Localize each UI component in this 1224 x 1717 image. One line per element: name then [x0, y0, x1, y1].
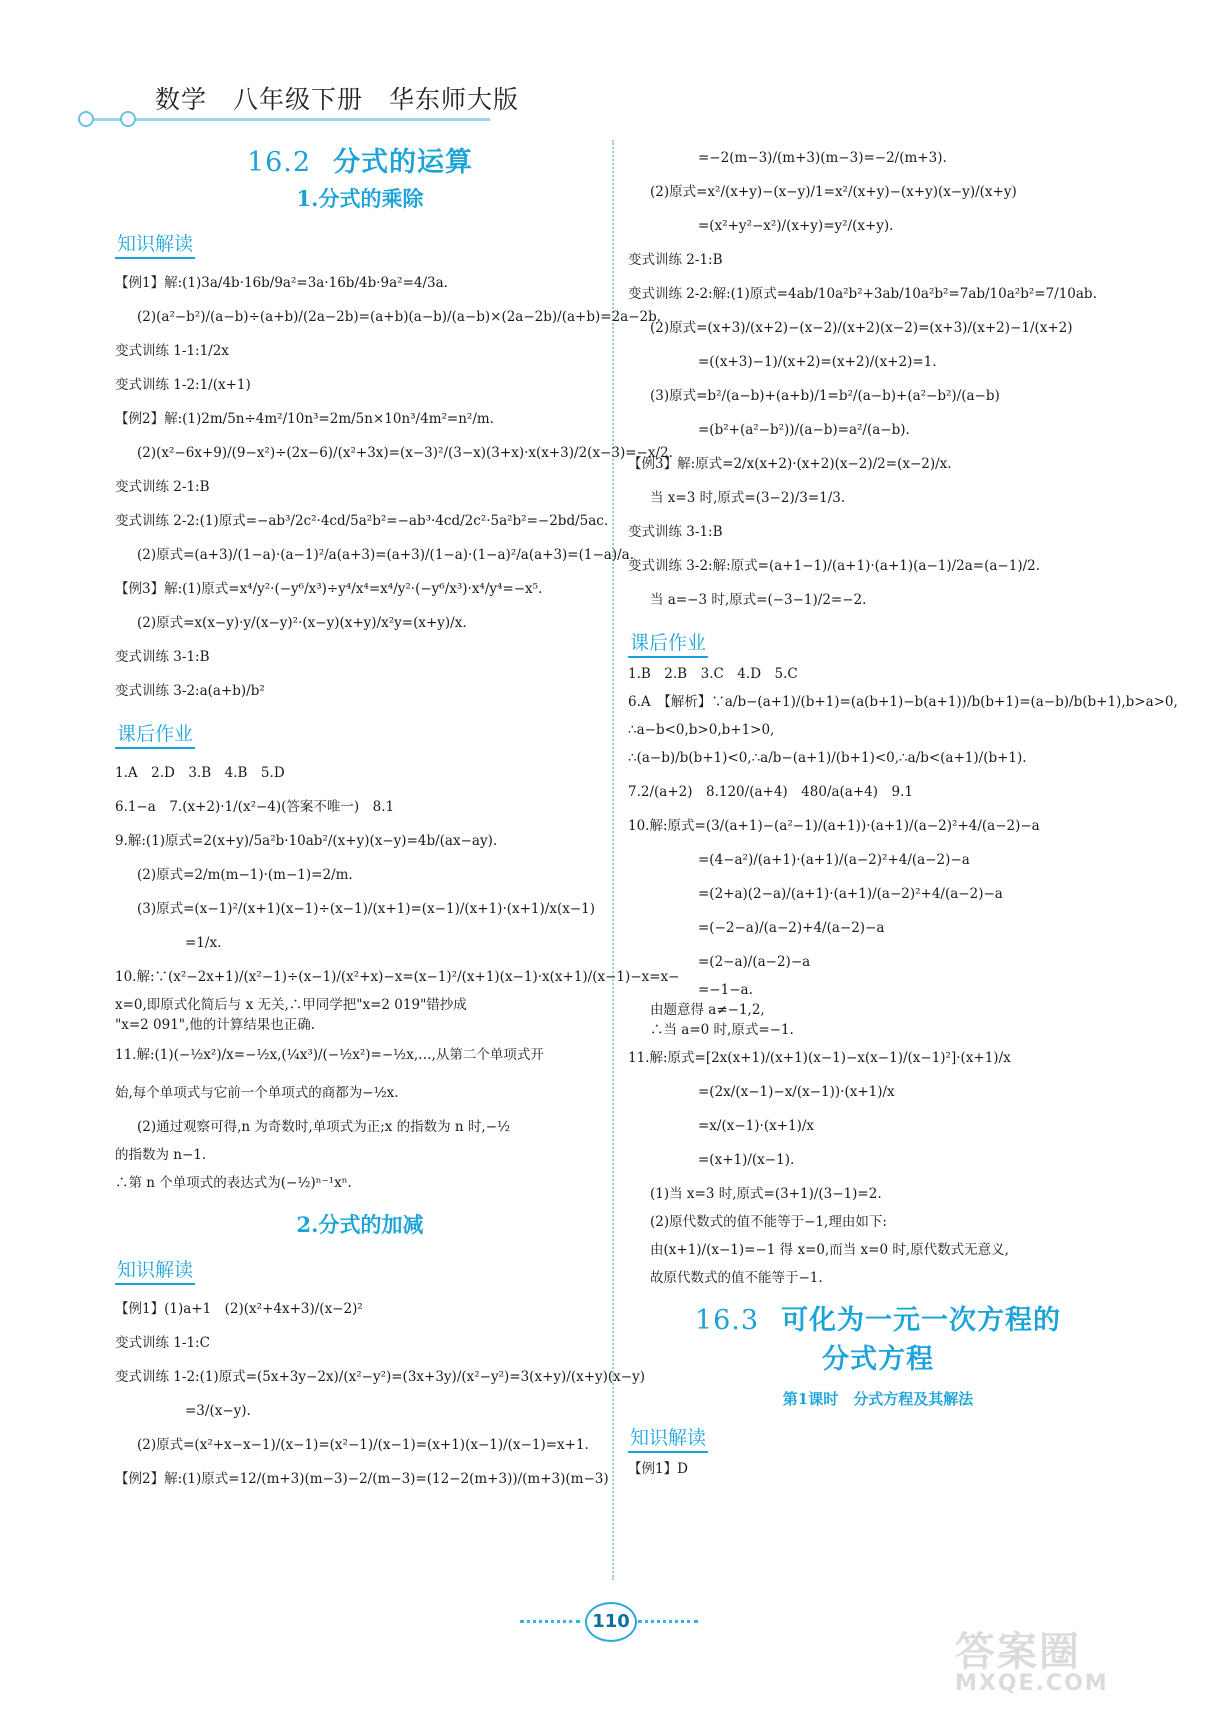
right-column — [628, 140, 1178, 1479]
answer-line: (2)原式=(x+3)/(x+2)−(x−2)/(x+2)(x−2)=(x+3)/(x+2)−1/(x+2) — [650, 320, 1073, 336]
answer-line: =1/x. — [185, 935, 222, 951]
answer-line: (2)通过观察可得,n 为奇数时,单项式为正;x 的指数为 n 时,−½ — [137, 1119, 511, 1135]
section-title: 可化为一元一次方程的 — [781, 1305, 1062, 1336]
answer-line: =(2+a)(2−a)/(a+1)·(a+1)/(a−2)²+4/(a−2)−a — [698, 886, 1003, 902]
answer-line: 变式训练 2-1:B — [628, 252, 723, 268]
answer-line: 变式训练 3-1:B — [115, 649, 210, 665]
watermark-text: 答案圈 — [955, 1629, 1081, 1675]
header-dot-icon — [78, 111, 94, 127]
header-dot-icon — [120, 111, 136, 127]
answer-line: 变式训练 2-1:B — [115, 479, 210, 495]
answer-line: 故原代数式的值不能等于−1. — [650, 1270, 823, 1286]
answer-line: 6.A 【解析】∵a/b−(a+1)/(b+1)=(a(b+1)−b(a+1))/b(b+1)=(a−b)/b(b+1),b>a>0, — [628, 694, 1178, 710]
answer-line: x=0,即原式化简后与 x 无关,∴甲同学把"x=2 019"错抄成 — [115, 997, 467, 1013]
answer-line: 变式训练 1-2:1/(x+1) — [115, 377, 251, 393]
answer-line: 由(x+1)/(x−1)=−1 得 x=0,而当 x=0 时,原代数式无意义, — [650, 1242, 1009, 1258]
subheading-multiply-divide: 1.分式的乘除 — [296, 186, 424, 211]
answer-line: 当 x=3 时,原式=(3−2)/3=1/3. — [650, 490, 846, 506]
answer-line: (2)原式=x²/(x+y)−(x−y)/1=x²/(x+y)−(x+y)(x−y)/(x+y) — [650, 184, 1017, 200]
section-label: 知识解读 — [628, 1423, 708, 1453]
answer-line: ∴当 a=0 时,原式=−1. — [650, 1022, 794, 1038]
answer-line: (2)原式=2/m(m−1)·(m−1)=2/m. — [137, 867, 353, 883]
watermark-logo — [955, 1620, 1215, 1710]
section-number: 16.3 — [694, 1305, 760, 1336]
answer-line: (1)当 x=3 时,原式=(3+1)/(3−1)=2. — [650, 1186, 882, 1202]
answer-line: =(2x/(x−1)−x/(x−1))·(x+1)/x — [698, 1084, 895, 1100]
answer-line: 变式训练 3-2:解:原式=(a+1−1)/(a+1)·(a+1)(a−1)/2a=(a−1)/2. — [628, 558, 1041, 574]
answer-line: (3)原式=(x−1)²/(x+1)(x−1)÷(x−1)/(x+1)=(x−1)/(x+1)·(x+1)/x(x−1) — [137, 901, 595, 917]
answer-line: 10.解:原式=(3/(a+1)−(a²−1)/(a+1))·(a+1)/(a−2)²+4/(a−2)−a — [628, 818, 1040, 834]
answer-line: 10.解:∵(x²−2x+1)/(x²−1)÷(x−1)/(x²+x)−x=(x−1)²/(x+1)(x−1)·x(x+1)/(x−1)−x=x− — [115, 969, 680, 985]
page-header — [0, 0, 1224, 140]
answer-line: 9.解:(1)原式=2(x+y)/5a²b·10ab²/(x+y)(x−y)=4b/(ax−ay). — [115, 833, 498, 849]
section-title: 分式的运算 — [333, 147, 474, 178]
page-number-badge — [520, 1600, 700, 1644]
answer-line: =(2−a)/(a−2)−a — [698, 954, 811, 970]
answer-line: =(b²+(a²−b²))/(a−b)=a²/(a−b). — [698, 422, 910, 438]
answer-line: "x=2 091",他的计算结果也正确. — [115, 1017, 316, 1033]
answer-line: =−1−a. — [698, 982, 753, 998]
answer-line: 变式训练 1-1:1/2x — [115, 343, 229, 359]
answer-line: (2)(a²−b²)/(a−b)÷(a+b)/(2a−2b)=(a+b)(a−b)/(a−b)×(2a−2b)/(a+b)=2a−2b. — [137, 309, 662, 325]
section-label: 知识解读 — [115, 1255, 195, 1285]
answer-line: =−2(m−3)/(m+3)(m−3)=−2/(m+3). — [698, 150, 947, 166]
section-label: 课后作业 — [115, 719, 195, 749]
answer-line: 始,每个单项式与它前一个单项式的商都为−½x. — [115, 1085, 399, 1101]
answer-line: 【例3】解:原式=2/x(x+2)·(x+2)(x−2)/2=(x−2)/x. — [628, 456, 952, 472]
section-label: 课后作业 — [628, 628, 708, 658]
answer-line: 变式训练 3-2:a(a+b)/b² — [115, 683, 265, 699]
answer-line: ∴a−b<0,b>0,b+1>0, — [628, 722, 775, 738]
lesson-title: 第1课时 分式方程及其解法 — [782, 1390, 974, 1408]
answer-line: =((x+3)−1)/(x+2)=(x+2)/(x+2)=1. — [698, 354, 937, 370]
answer-line: =(−2−a)/(a−2)+4/(a−2)−a — [698, 920, 885, 936]
section-heading-16-3-line2: 分式方程 — [822, 1344, 934, 1375]
answer-line: =x/(x−1)·(x+1)/x — [698, 1118, 815, 1134]
answer-line: ∴(a−b)/b(b+1)<0,∴a/b−(a+1)/(b+1)<0,∴a/b<(a+1)/(b+1). — [628, 750, 1027, 766]
answer-line: =(x+1)/(x−1). — [698, 1152, 795, 1168]
answer-line: =(x²+y²−x²)/(x+y)=y²/(x+y). — [698, 218, 894, 234]
dotted-rule — [520, 1620, 580, 1623]
answer-line: 【例3】解:(1)原式=x⁴/y²·(−y⁶/x³)÷y⁴/x⁴=x⁴/y²·(−y⁶/x³)·x⁴/y⁴=−x⁵. — [115, 581, 543, 597]
answer-line: 7.2/(a+2) 8.120/(a+4) 480/a(a+4) 9.1 — [628, 784, 913, 800]
answer-line: (3)原式=b²/(a−b)+(a+b)/1=b²/(a−b)+(a²−b²)/(a−b) — [650, 388, 1000, 404]
answer-line: 变式训练 3-1:B — [628, 524, 723, 540]
answer-line: 由题意得 a≠−1,2, — [650, 1002, 765, 1018]
answer-line: 变式训练 1-1:C — [115, 1335, 210, 1351]
page-number: 110 — [585, 1602, 637, 1642]
answer-line: 变式训练 1-2:(1)原式=(5x+3y−2x)/(x²−y²)=(3x+3y)/(x²−y²)=3(x+y)/(x+y)(x−y) — [115, 1369, 645, 1385]
answer-line: 【例1】解:(1)3a/4b·16b/9a²=3a·16b/4b·9a²=4/3a. — [115, 275, 448, 291]
answer-line: 【例1】D — [628, 1461, 688, 1477]
answer-line: 6.1−a 7.(x+2)·1/(x²−4)(答案不唯一) 8.1 — [115, 799, 395, 815]
answer-line: 变式训练 2-2:(1)原式=−ab³/2c²·4cd/5a²b²=−ab³·4cd/2c²·5a²b²=−2bd/5ac. — [115, 513, 609, 529]
answer-line: 变式训练 2-2:解:(1)原式=4ab/10a²b²+3ab/10a²b²=7ab/10a²b²=7/10ab. — [628, 286, 1097, 302]
answer-line: ∴第 n 个单项式的表达式为(−½)ⁿ⁻¹xⁿ. — [115, 1175, 352, 1191]
answer-line: =(4−a²)/(a+1)·(a+1)/(a−2)²+4/(a−2)−a — [698, 852, 970, 868]
answer-line: =3/(x−y). — [185, 1403, 251, 1419]
answer-line: (2)原式=x(x−y)·y/(x−y)²·(x−y)(x+y)/x²y=(x+y)/x. — [137, 615, 467, 631]
section-label: 知识解读 — [115, 229, 195, 259]
section-heading-16-3 — [628, 1298, 1128, 1337]
dotted-rule — [638, 1620, 698, 1623]
watermark-url: MXQE.COM — [955, 1671, 1109, 1696]
answer-line: 【例2】解:(1)2m/5n÷4m²/10n³=2m/5n×10n³/4m²=n²/m. — [115, 411, 494, 427]
answer-line: (2)原式=(a+3)/(1−a)·(a−1)²/a(a+3)=(a+3)/(1−a)·(1−a)²/a(a+3)=(1−a)/a. — [137, 547, 634, 563]
answer-line: 11.解:(1)(−½x²)/x=−½x,(¼x³)/(−½x²)=−½x,…,从第二个单项式开 — [115, 1047, 544, 1063]
answer-line: 1.B 2.B 3.C 4.D 5.C — [628, 666, 798, 682]
answer-line: (2)原代数式的值不能等于−1,理由如下: — [650, 1214, 887, 1230]
section-number: 16.2 — [246, 147, 312, 178]
section-heading-16-2 — [115, 140, 605, 179]
subheading-add-subtract: 2.分式的加减 — [296, 1212, 424, 1237]
column-divider — [612, 140, 614, 1580]
answer-line: 【例2】解:(1)原式=12/(m+3)(m−3)−2/(m−3)=(12−2(m+3))/(m+3)(m−3) — [115, 1471, 609, 1487]
header-rule — [90, 118, 490, 121]
answer-line: (2)原式=(x²+x−x−1)/(x−1)=(x²−1)/(x−1)=(x+1)(x−1)/(x−1)=x+1. — [137, 1437, 589, 1453]
answer-line: 当 a=−3 时,原式=(−3−1)/2=−2. — [650, 592, 867, 608]
answer-line: 的指数为 n−1. — [115, 1147, 207, 1163]
answer-line: 【例1】(1)a+1 (2)(x²+4x+3)/(x−2)² — [115, 1301, 363, 1317]
header-title: 数学 八年级下册 华东师大版 — [155, 85, 520, 114]
answer-line: (2)(x²−6x+9)/(9−x²)÷(2x−6)/(x²+3x)=(x−3)²/(3−x)(3+x)·x(x+3)/2(x−3)=−x/2. — [137, 445, 673, 461]
answer-line: 1.A 2.D 3.B 4.B 5.D — [115, 765, 285, 781]
answer-line: 11.解:原式=[2x(x+1)/(x+1)(x−1)−x(x−1)/(x−1)²]·(x+1)/x — [628, 1050, 1011, 1066]
